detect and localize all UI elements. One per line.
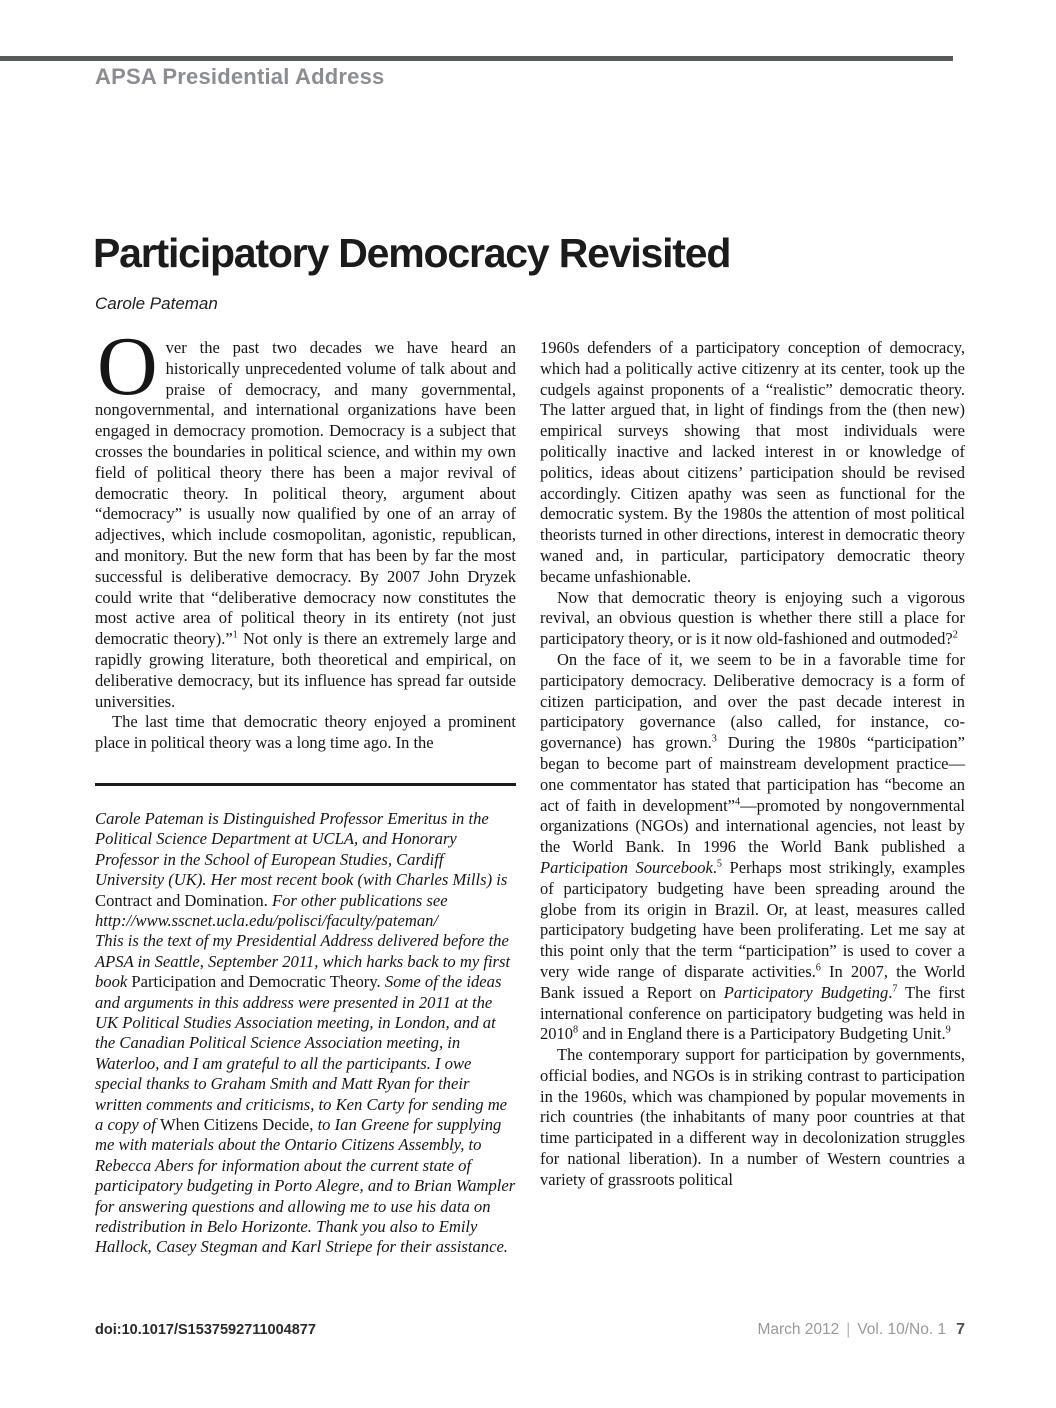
volume-number: Vol. 10/No. 1 bbox=[857, 1321, 947, 1338]
right-column bbox=[540, 338, 965, 1191]
opening-paragraph-text: ver the past two decades we have heard an historically unprecedented volume of talk about and praise of democracy, and many governmental, nongovernmental, and international organizations have been engaged in democracy promotion. Democracy is a subject that crosses the boundaries in political science, and within my own field of political theory there has been a major revival of democratic theory. In political theory, argument about “democracy” is usually now qualified by one of an array of adjectives, which include cosmopolitan, agonistic, republican, and monitory. But the new form that has been by far the most successful is deliberative democracy. By 2007 John Dryzek could write that “deliberative democracy now constitutes the most active area of political theory in its entirety (not just democratic theory).”$^1$ Not only is there an extremely large and rapidly growing literature, both theoretical and empirical, on deliberative democracy, but its influence has spread far outside universities. bbox=[95, 338, 516, 711]
body-paragraph: The last time that democratic theory enjoyed a prominent place in political theory was a long time ago. In the bbox=[95, 712, 516, 753]
left-column bbox=[95, 320, 516, 1258]
body-paragraph: 1960s defenders of a participatory conception of democracy, which had a politically active citizenry at its center, took up the cudgels against proponents of a “realistic” democratic theory. The latter argued that, in light of findings from the (then new) empirical surveys showing that most individuals were politically inactive and lacked interest in or knowledge of politics, ideas about citizens’ participation should be revised accordingly. Citizen apathy was seen as functional for the democratic system. By the 1980s the attention of most political theorists turned in other directions, interest in democratic theory waned and, in particular, participatory democratic theory became unfashionable. bbox=[540, 338, 965, 586]
page-number: 7 bbox=[956, 1321, 965, 1338]
author-note-divider bbox=[95, 783, 516, 786]
issue-info bbox=[757, 1321, 965, 1339]
doi-text: doi:10.1017/S1537592711004877 bbox=[95, 1322, 316, 1338]
issue-date: March 2012 bbox=[757, 1321, 840, 1338]
drop-cap: O bbox=[97, 320, 158, 413]
body-paragraph: On the face of it, we seem to be in a favorable time for participatory democracy. Deliberative democracy is a form of citizen participation, and over the past decade interest in participatory governance (also called, for instance, co-governance) has grown.$^3$ During the 1980s “participation” began to become part of mainstream development practice—one commentator has stated that participation has “become an act of faith in development”$^4$—promoted by nongovernmental organizations (NGOs) and international agencies, not least by the World Bank. In 1996 the World Bank published a Participation Sourcebook.$^5$ Perhaps most strikingly, examples of participatory budgeting have been spreading around the globe from its origin in Brazil. Or, at least, measures called participatory budgeting have been proliferating. Let me say at this point only that the term “participation” is used to cover a very wide range of disparate activities.$^6$ In 2007, the World Bank issued a Report on Participatory Budgeting.$^7$ The first international conference on participatory budgeting was held in 2010$^8$ and in England there is a Participatory Budgeting Unit.$^9$ bbox=[540, 649, 966, 1044]
body-paragraph: The contemporary support for participation by governments, official bodies, and NGOs is in striking contrast to participation in the 1960s, which was championed by popular movements in rich countries (the inhabitants of many poor countries at that time participated in a different way in decolonization struggles for national liberation). In a number of Western countries a variety of grassroots political bbox=[540, 1045, 965, 1189]
opening-paragraph bbox=[95, 320, 516, 712]
body-paragraph: Now that democratic theory is enjoying such a vigorous revival, an obvious question is whether there still a place for participatory theory, or is it now old-fashioned and outmoded?$^2$ bbox=[540, 587, 965, 649]
author-note: Carole Pateman is Distinguished Professor Emeritus in the Political Science Department at UCLA, and Honorary Professor in the School of European Studies, Cardiff University (UK). Her most recent book (with Charles Mills) is Contract and Domination. For other publications see http://www.sscnet.ucla.edu/polisci/faculty/pateman/ This is the text of my Presidential Address delivered before the APSA in Seattle, September 2011, which harks back to my first book Participation and Democratic Theory. Some of the ideas and arguments in this address were presented in 2011 at the UK Political Studies Association meeting, in London, and at the Canadian Political Science Association meeting, in Waterloo, and I am grateful to all the participants. I owe special thanks to Graham Smith and Matt Ryan for their written comments and criticisms, to Ken Carty for sending me a copy of When Citizens Decide, to Ian Greene for supplying me with materials about the Ontario Citizens Assembly, to Rebecca Abers for information about the current state of participatory budgeting in Porto Alegre, and to Brian Wampler for answering questions and allowing me to use his data on redistribution in Belo Horizonte. Thank you also to Emily Hallock, Casey Stegman and Karl Striepe for their assistance. bbox=[95, 808, 516, 1257]
footer-separator: | bbox=[846, 1321, 851, 1338]
section-label: APSA Presidential Address bbox=[95, 64, 385, 89]
header-rule bbox=[0, 56, 953, 61]
page-title: Participatory Democracy Revisited bbox=[93, 230, 731, 276]
author-name: Carole Pateman bbox=[95, 294, 218, 313]
